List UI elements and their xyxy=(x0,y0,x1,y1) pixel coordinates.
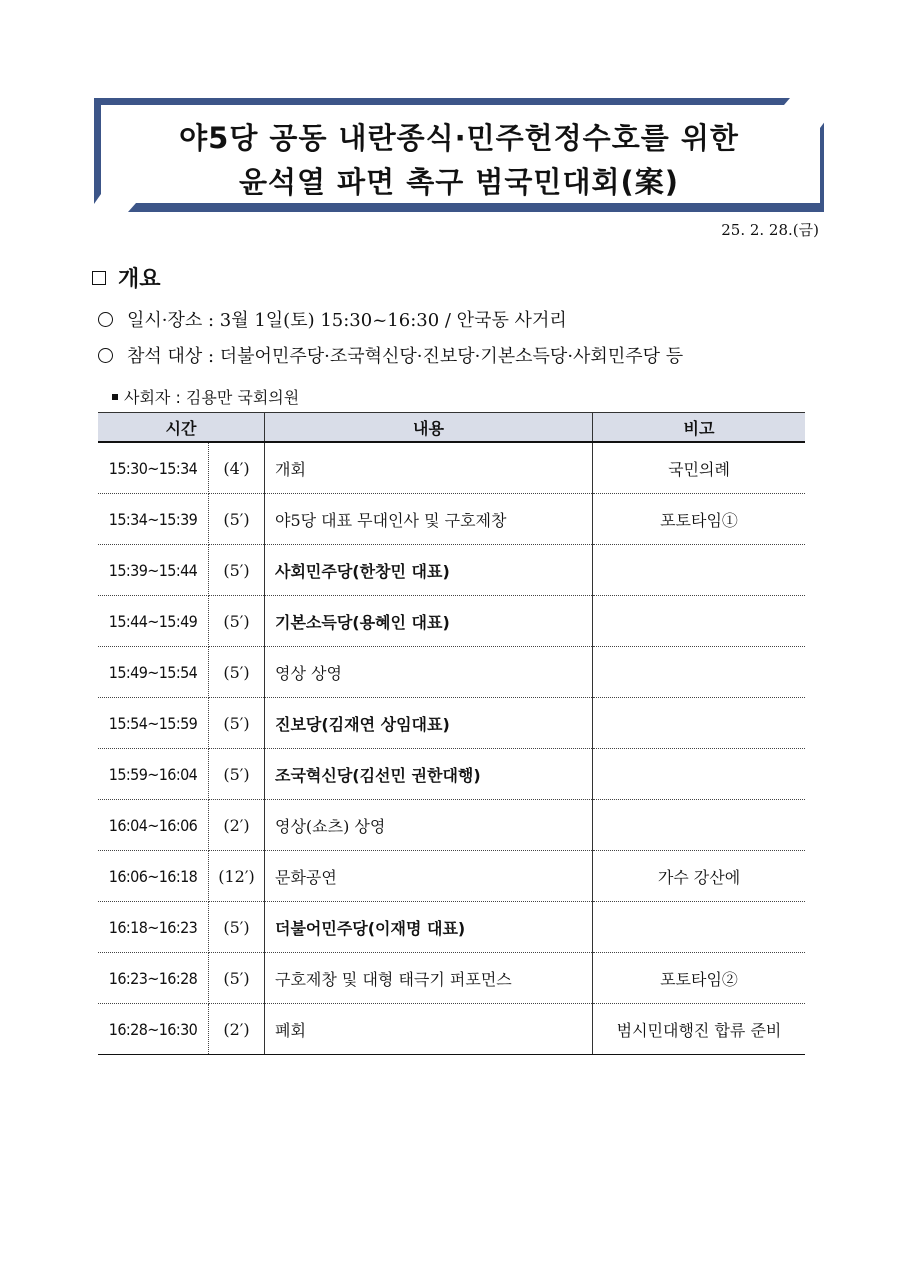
remark-cell xyxy=(593,902,806,953)
header-content: 내용 xyxy=(265,413,593,443)
schedule-table xyxy=(98,412,805,1055)
section-heading-label: 개요 xyxy=(118,267,161,292)
header-remark: 비고 xyxy=(593,413,806,443)
duration-cell: (5′) xyxy=(209,902,265,953)
table-row xyxy=(98,749,805,800)
moderator-text: 사회자 : 김용만 국회의원 xyxy=(124,388,300,407)
time-cell: 16:23~16:28 xyxy=(98,953,209,1004)
duration-cell: (5′) xyxy=(209,647,265,698)
table-row xyxy=(98,442,805,494)
header-time: 시간 xyxy=(98,413,265,443)
content-cell: 문화공연 xyxy=(265,851,593,902)
time-cell: 15:54~15:59 xyxy=(98,698,209,749)
content-cell: 더불어민주당(이재명 대표) xyxy=(265,902,593,953)
time-cell: 16:04~16:06 xyxy=(98,800,209,851)
content-cell: 기본소득당(용혜인 대표) xyxy=(265,596,593,647)
title-line-1: 야5당 공동 내란종식·민주헌정수호를 위한 xyxy=(179,121,739,155)
remark-cell xyxy=(593,698,806,749)
checkbox-square-icon xyxy=(92,271,106,285)
datetime-place-text: 일시·장소 : 3월 1일(토) 15:30~16:30 / 안국동 사거리 xyxy=(127,310,567,331)
content-cell: 폐회 xyxy=(265,1004,593,1055)
remark-cell: 국민의례 xyxy=(593,442,806,494)
table-row xyxy=(98,596,805,647)
time-cell: 15:49~15:54 xyxy=(98,647,209,698)
time-cell: 15:59~16:04 xyxy=(98,749,209,800)
datetime-place-row xyxy=(98,306,567,332)
table-row xyxy=(98,851,805,902)
content-cell: 개회 xyxy=(265,442,593,494)
table-row xyxy=(98,953,805,1004)
time-cell: 16:18~16:23 xyxy=(98,902,209,953)
duration-cell: (5′) xyxy=(209,953,265,1004)
table-row xyxy=(98,902,805,953)
remark-cell: 범시민대행진 합류 준비 xyxy=(593,1004,806,1055)
time-cell: 16:28~16:30 xyxy=(98,1004,209,1055)
duration-cell: (5′) xyxy=(209,698,265,749)
attendees-row xyxy=(98,342,683,368)
table-row xyxy=(98,800,805,851)
table-row xyxy=(98,698,805,749)
remark-cell xyxy=(593,800,806,851)
content-cell: 조국혁신당(김선민 권한대행) xyxy=(265,749,593,800)
table-row xyxy=(98,545,805,596)
time-cell: 15:44~15:49 xyxy=(98,596,209,647)
remark-cell xyxy=(593,749,806,800)
title-box xyxy=(94,98,824,212)
remark-cell: 가수 강산에 xyxy=(593,851,806,902)
remark-cell xyxy=(593,647,806,698)
duration-cell: (2′) xyxy=(209,800,265,851)
time-cell: 15:34~15:39 xyxy=(98,494,209,545)
content-cell: 영상(쇼츠) 상영 xyxy=(265,800,593,851)
remark-cell: 포토타임① xyxy=(593,494,806,545)
small-square-bullet-icon xyxy=(112,394,118,400)
duration-cell: (2′) xyxy=(209,1004,265,1055)
time-cell: 15:30~15:34 xyxy=(98,442,209,494)
table-row xyxy=(98,647,805,698)
duration-cell: (5′) xyxy=(209,749,265,800)
section-heading xyxy=(92,262,161,293)
content-cell: 야5당 대표 무대인사 및 구호제창 xyxy=(265,494,593,545)
duration-cell: (5′) xyxy=(209,494,265,545)
document-date: 25. 2. 28.(금) xyxy=(721,221,819,239)
content-cell: 구호제창 및 대형 태극기 퍼포먼스 xyxy=(265,953,593,1004)
duration-cell: (12′) xyxy=(209,851,265,902)
remark-cell: 포토타임② xyxy=(593,953,806,1004)
circle-bullet-icon xyxy=(98,348,113,363)
content-cell: 영상 상영 xyxy=(265,647,593,698)
table-row xyxy=(98,1004,805,1055)
content-cell: 사회민주당(한창민 대표) xyxy=(265,545,593,596)
duration-cell: (5′) xyxy=(209,596,265,647)
duration-cell: (4′) xyxy=(209,442,265,494)
duration-cell: (5′) xyxy=(209,545,265,596)
time-cell: 15:39~15:44 xyxy=(98,545,209,596)
table-header-row xyxy=(98,413,805,443)
content-cell: 진보당(김재연 상임대표) xyxy=(265,698,593,749)
time-cell: 16:06~16:18 xyxy=(98,851,209,902)
title-line-2: 윤석열 파면 촉구 범국민대회(案) xyxy=(239,165,679,199)
table-row xyxy=(98,494,805,545)
remark-cell xyxy=(593,545,806,596)
remark-cell xyxy=(593,596,806,647)
moderator-row xyxy=(112,385,299,408)
circle-bullet-icon xyxy=(98,312,113,327)
attendees-text: 참석 대상 : 더불어민주당·조국혁신당·진보당·기본소득당·사회민주당 등 xyxy=(127,346,684,367)
